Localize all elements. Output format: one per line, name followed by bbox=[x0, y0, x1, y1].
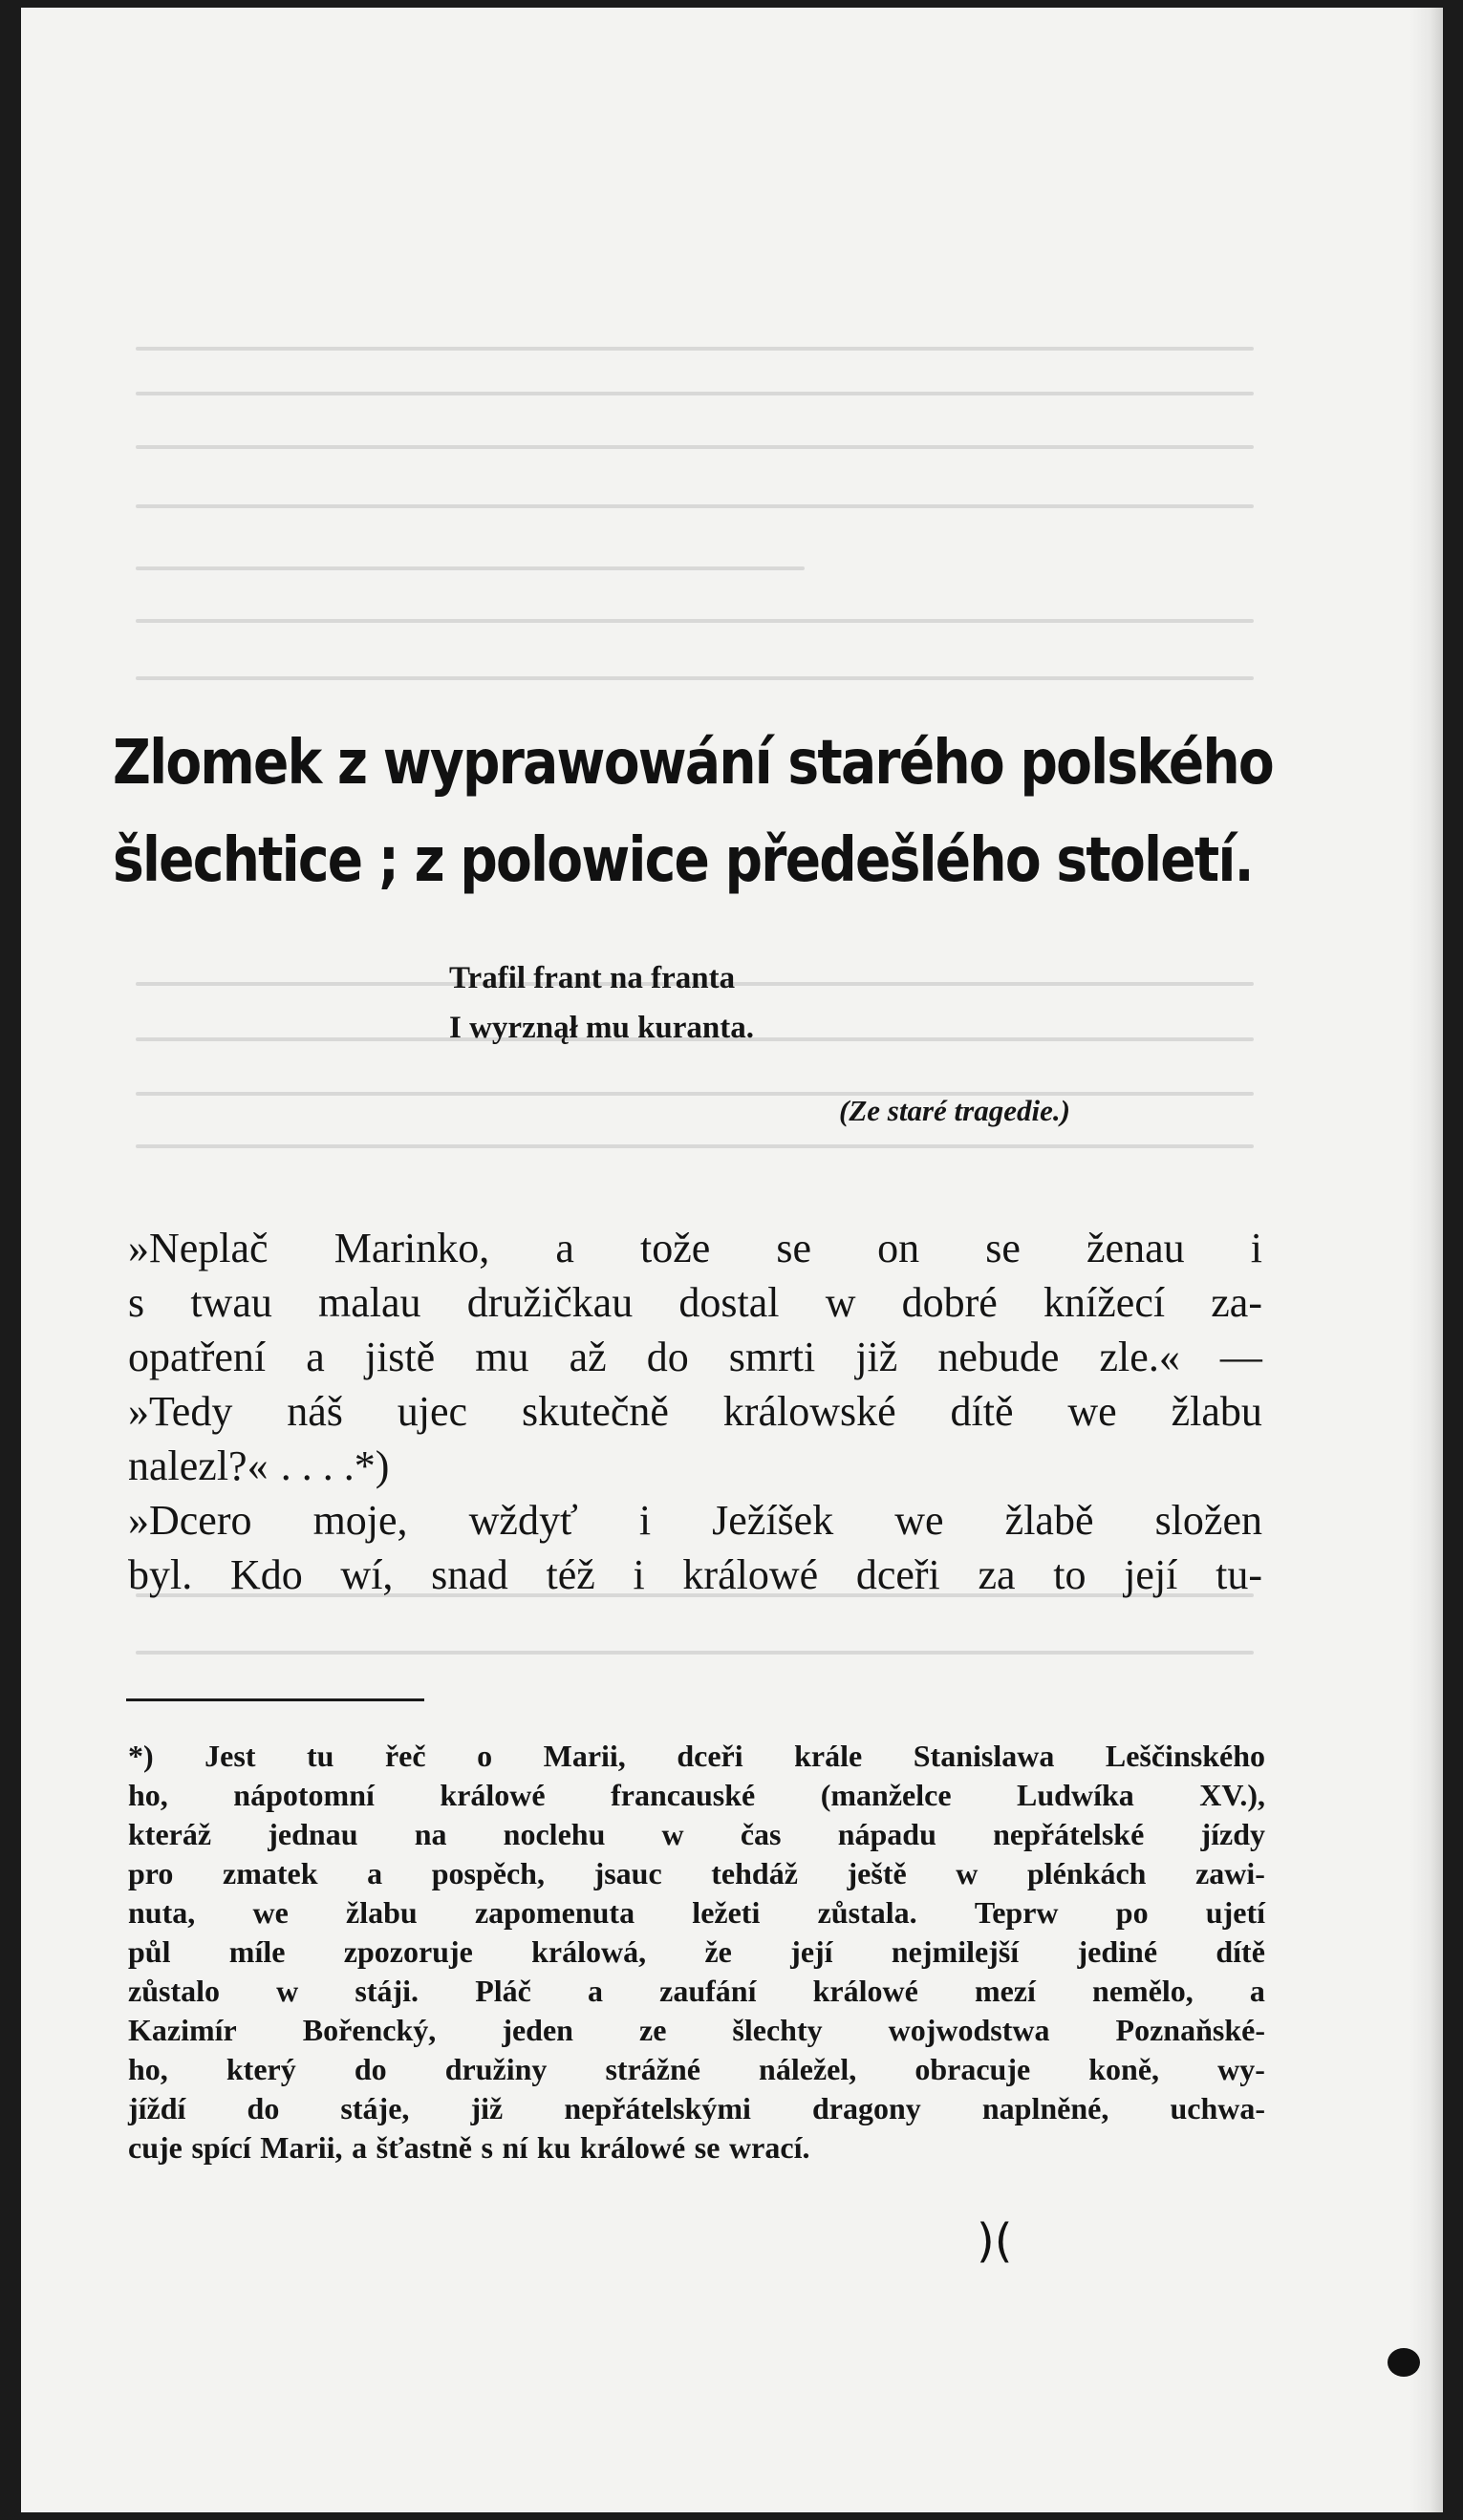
word: zpozoruje bbox=[343, 1934, 473, 1969]
word: Jest bbox=[204, 1739, 256, 1773]
word: již bbox=[855, 1334, 898, 1380]
word: dítě bbox=[950, 1388, 1014, 1435]
word: a bbox=[306, 1334, 325, 1380]
word: králowé bbox=[440, 1778, 546, 1812]
word: králowé bbox=[580, 2130, 686, 2165]
word: Teprw bbox=[974, 1895, 1059, 1930]
footnote-line bbox=[128, 2089, 1265, 2128]
word: koně, bbox=[1088, 2052, 1160, 2086]
word: noclehu bbox=[503, 1817, 606, 1851]
word: nápotomní bbox=[233, 1778, 375, 1812]
word: zůstalo bbox=[128, 1974, 220, 2008]
word: jíždí bbox=[128, 2091, 186, 2125]
word: dobré bbox=[901, 1279, 998, 1326]
word: půl bbox=[128, 1934, 171, 1969]
bleed-through-line bbox=[136, 1144, 1254, 1148]
word: též bbox=[546, 1551, 595, 1598]
word: *) bbox=[128, 1739, 154, 1773]
word: králowé bbox=[682, 1551, 819, 1598]
word: on bbox=[877, 1225, 920, 1271]
body-line bbox=[128, 1439, 1262, 1493]
word: — bbox=[1219, 1334, 1262, 1380]
bleed-through-line bbox=[136, 1092, 1254, 1096]
word: naplněné, bbox=[981, 2091, 1109, 2125]
word: jsauc bbox=[593, 1856, 662, 1890]
word: její bbox=[790, 1934, 833, 1969]
bleed-through-line bbox=[136, 504, 1254, 508]
epigraph-line-2: I wyrznął mu kuranta. bbox=[449, 1011, 755, 1045]
word: plénkách bbox=[1026, 1856, 1147, 1890]
body-line bbox=[128, 1493, 1262, 1548]
word: s bbox=[128, 1279, 145, 1326]
word: ženau bbox=[1086, 1225, 1185, 1271]
word: wždyť bbox=[468, 1497, 578, 1544]
word: »Tedy bbox=[128, 1388, 233, 1435]
word: Stanislawa bbox=[913, 1739, 1055, 1773]
word: francauské bbox=[611, 1778, 756, 1812]
word: Kdo bbox=[229, 1551, 303, 1598]
ink-blot bbox=[1388, 2348, 1420, 2377]
word: zůstala. bbox=[817, 1895, 917, 1930]
word: ještě bbox=[847, 1856, 907, 1890]
word: we bbox=[894, 1497, 944, 1544]
word: zle.« bbox=[1099, 1334, 1180, 1380]
word: we bbox=[252, 1895, 289, 1930]
word: družiny bbox=[444, 2052, 548, 2086]
word: mezí bbox=[974, 1974, 1036, 2008]
word: dceři bbox=[855, 1551, 940, 1598]
word: spící bbox=[191, 2130, 251, 2165]
word: se bbox=[776, 1225, 812, 1271]
word: w bbox=[276, 1974, 299, 2008]
word: wy- bbox=[1217, 2052, 1265, 2086]
word: krále bbox=[794, 1739, 863, 1773]
word: žlabu bbox=[346, 1895, 418, 1930]
footnote-divider bbox=[126, 1698, 424, 1701]
word: náš bbox=[287, 1388, 343, 1435]
footnote-line bbox=[128, 1893, 1265, 1933]
word: řeč bbox=[384, 1739, 426, 1773]
word: králowské bbox=[722, 1388, 896, 1435]
word: moje, bbox=[312, 1497, 408, 1544]
word: dostal bbox=[678, 1279, 780, 1326]
word: strážné bbox=[605, 2052, 700, 2086]
epigraph-source: (Ze staré tragedie.) bbox=[839, 1094, 1070, 1127]
word: jistě bbox=[364, 1334, 436, 1380]
word: čas bbox=[740, 1817, 782, 1851]
footnote-line bbox=[128, 1854, 1265, 1893]
word: a bbox=[367, 1856, 383, 1890]
bleed-through-line bbox=[136, 392, 1254, 395]
word: že bbox=[704, 1934, 732, 1969]
word: w bbox=[825, 1279, 856, 1326]
word: nalezl?« bbox=[128, 1442, 269, 1489]
word: se bbox=[694, 2130, 721, 2165]
word: ku bbox=[536, 2130, 571, 2165]
word: wojwodstwa bbox=[888, 2013, 1050, 2047]
footnote-line bbox=[128, 2050, 1265, 2089]
word: wí, bbox=[340, 1551, 394, 1598]
word: Marii, bbox=[260, 2130, 343, 2165]
word: smrti bbox=[728, 1334, 816, 1380]
footnote bbox=[128, 1737, 1265, 2168]
end-ornament: )( bbox=[977, 2214, 1013, 2268]
word: zmatek bbox=[223, 1856, 318, 1890]
word: tu- bbox=[1216, 1551, 1262, 1598]
word: nápadu bbox=[837, 1817, 936, 1851]
word: Marii, bbox=[543, 1739, 626, 1773]
word: w bbox=[661, 1817, 684, 1851]
word: její bbox=[1124, 1551, 1178, 1598]
word: »Dcero bbox=[128, 1497, 252, 1544]
word: opatření bbox=[128, 1334, 267, 1380]
word: Marinko, bbox=[333, 1225, 490, 1271]
word: míle bbox=[228, 1934, 286, 1969]
epigraph-line-1: Trafil frant na franta bbox=[449, 961, 736, 995]
word: snad bbox=[431, 1551, 508, 1598]
bleed-through-line bbox=[136, 347, 1254, 351]
bleed-through-line bbox=[136, 619, 1254, 623]
word: Ludwíka bbox=[1017, 1778, 1134, 1812]
word: nepřátelskými bbox=[564, 2091, 751, 2125]
body-line bbox=[128, 1330, 1262, 1384]
word: w bbox=[956, 1856, 979, 1890]
word: o bbox=[477, 1739, 493, 1773]
word: wrací. bbox=[729, 2130, 810, 2165]
footnote-line bbox=[128, 1933, 1265, 1972]
word: který bbox=[226, 2052, 296, 2086]
word: Leščinského bbox=[1105, 1739, 1265, 1773]
word: dceři bbox=[677, 1739, 743, 1773]
word: ze bbox=[638, 2013, 667, 2047]
word: žlabě bbox=[1004, 1497, 1094, 1544]
word: nepřátelské bbox=[993, 1817, 1145, 1851]
word: mu bbox=[475, 1334, 529, 1380]
word: po bbox=[1115, 1895, 1149, 1930]
word: to bbox=[1053, 1551, 1086, 1598]
word: již bbox=[470, 2091, 504, 2125]
word: tože bbox=[639, 1225, 711, 1271]
word: stáje, bbox=[340, 2091, 410, 2125]
word: jednau bbox=[268, 1817, 358, 1851]
bleed-through-line bbox=[136, 1651, 1254, 1655]
word: we bbox=[1067, 1388, 1117, 1435]
word: Ježíšek bbox=[712, 1497, 834, 1544]
word: zawi- bbox=[1195, 1856, 1265, 1890]
word: šťastně bbox=[376, 2130, 472, 2165]
word: ležeti bbox=[692, 1895, 761, 1930]
page-edge bbox=[1410, 8, 1443, 2512]
word: nejmilejší bbox=[891, 1934, 1020, 1969]
word: obracuje bbox=[914, 2052, 1031, 2086]
word: za- bbox=[1211, 1279, 1262, 1326]
word: ho, bbox=[128, 1778, 168, 1812]
epigraph bbox=[449, 953, 754, 1053]
word: cuje bbox=[128, 2130, 183, 2165]
word: Kazimír bbox=[128, 2013, 237, 2047]
word: pospěch, bbox=[431, 1856, 545, 1890]
word: pro bbox=[128, 1856, 174, 1890]
word: se bbox=[985, 1225, 1021, 1271]
word: králowá, bbox=[531, 1934, 647, 1969]
footnote-line bbox=[128, 1776, 1265, 1815]
word: dragony bbox=[811, 2091, 921, 2125]
body-line bbox=[128, 1548, 1262, 1602]
footnote-line bbox=[128, 2128, 1265, 2168]
word: do bbox=[354, 2052, 387, 2086]
word: skutečně bbox=[521, 1388, 669, 1435]
word: a bbox=[1249, 1974, 1265, 2008]
word: ho, bbox=[128, 2052, 168, 2086]
book-page bbox=[21, 8, 1443, 2512]
word: s bbox=[481, 2130, 493, 2165]
bleed-through-line bbox=[136, 676, 1254, 680]
body-line bbox=[128, 1221, 1262, 1275]
word: nemělo, bbox=[1092, 1974, 1194, 2008]
word: králowé bbox=[812, 1974, 918, 2008]
word: nebude bbox=[937, 1334, 1060, 1380]
word: Poznaňské- bbox=[1115, 2013, 1265, 2047]
word: zapomenuta bbox=[474, 1895, 635, 1930]
word: byl. bbox=[128, 1551, 193, 1598]
word: ujec bbox=[397, 1388, 468, 1435]
word: tehdáž bbox=[711, 1856, 798, 1890]
word: a bbox=[352, 2130, 368, 2165]
body-text bbox=[128, 1221, 1262, 1602]
word: twau bbox=[190, 1279, 272, 1326]
word: »Neplač bbox=[128, 1225, 269, 1271]
chapter-title-line-2: šlechtice ; z polowice předešlého století. bbox=[113, 825, 1253, 896]
word: kteráž bbox=[128, 1817, 212, 1851]
word: nuta, bbox=[128, 1895, 196, 1930]
footnote-line bbox=[128, 1815, 1265, 1854]
word: uchwa- bbox=[1170, 2091, 1265, 2125]
word: dítě bbox=[1216, 1934, 1265, 1969]
word: Bořencký, bbox=[302, 2013, 437, 2047]
word: a bbox=[555, 1225, 574, 1271]
word: XV.), bbox=[1199, 1778, 1265, 1812]
body-line bbox=[128, 1275, 1262, 1330]
word: a bbox=[587, 1974, 603, 2008]
word: složen bbox=[1154, 1497, 1262, 1544]
word: Pláč bbox=[475, 1974, 531, 2008]
word: šlechty bbox=[732, 2013, 823, 2047]
chapter-title bbox=[113, 715, 1273, 909]
word: . . . .*) bbox=[280, 1442, 390, 1489]
word: na bbox=[414, 1817, 447, 1851]
bleed-through-line bbox=[136, 566, 805, 570]
word: (manželce bbox=[820, 1778, 952, 1812]
footnote-line bbox=[128, 2011, 1265, 2050]
word: žlabu bbox=[1171, 1388, 1262, 1435]
word: za bbox=[978, 1551, 1016, 1598]
footnote-line bbox=[128, 1737, 1265, 1776]
word: náležel, bbox=[759, 2052, 857, 2086]
word: do bbox=[646, 1334, 689, 1380]
word: i bbox=[1250, 1225, 1262, 1271]
word: jediné bbox=[1077, 1934, 1158, 1969]
bleed-through-line bbox=[136, 445, 1254, 449]
word: stáji. bbox=[355, 1974, 420, 2008]
chapter-title-line-1: Zlomek z wyprawowání starého polského bbox=[113, 728, 1273, 799]
word: malau bbox=[318, 1279, 421, 1326]
word: zaufání bbox=[659, 1974, 757, 2008]
word: i bbox=[633, 1551, 645, 1598]
word: tu bbox=[307, 1739, 334, 1773]
word: až bbox=[569, 1334, 607, 1380]
footnote-line bbox=[128, 1972, 1265, 2011]
word: jízdy bbox=[1200, 1817, 1265, 1851]
word: ní bbox=[502, 2130, 528, 2165]
word: knížecí bbox=[1043, 1279, 1166, 1326]
word: i bbox=[638, 1497, 652, 1544]
word: jeden bbox=[502, 2013, 573, 2047]
body-line bbox=[128, 1384, 1262, 1439]
word: ujetí bbox=[1205, 1895, 1265, 1930]
word: družičkau bbox=[466, 1279, 634, 1326]
word: do bbox=[247, 2091, 280, 2125]
